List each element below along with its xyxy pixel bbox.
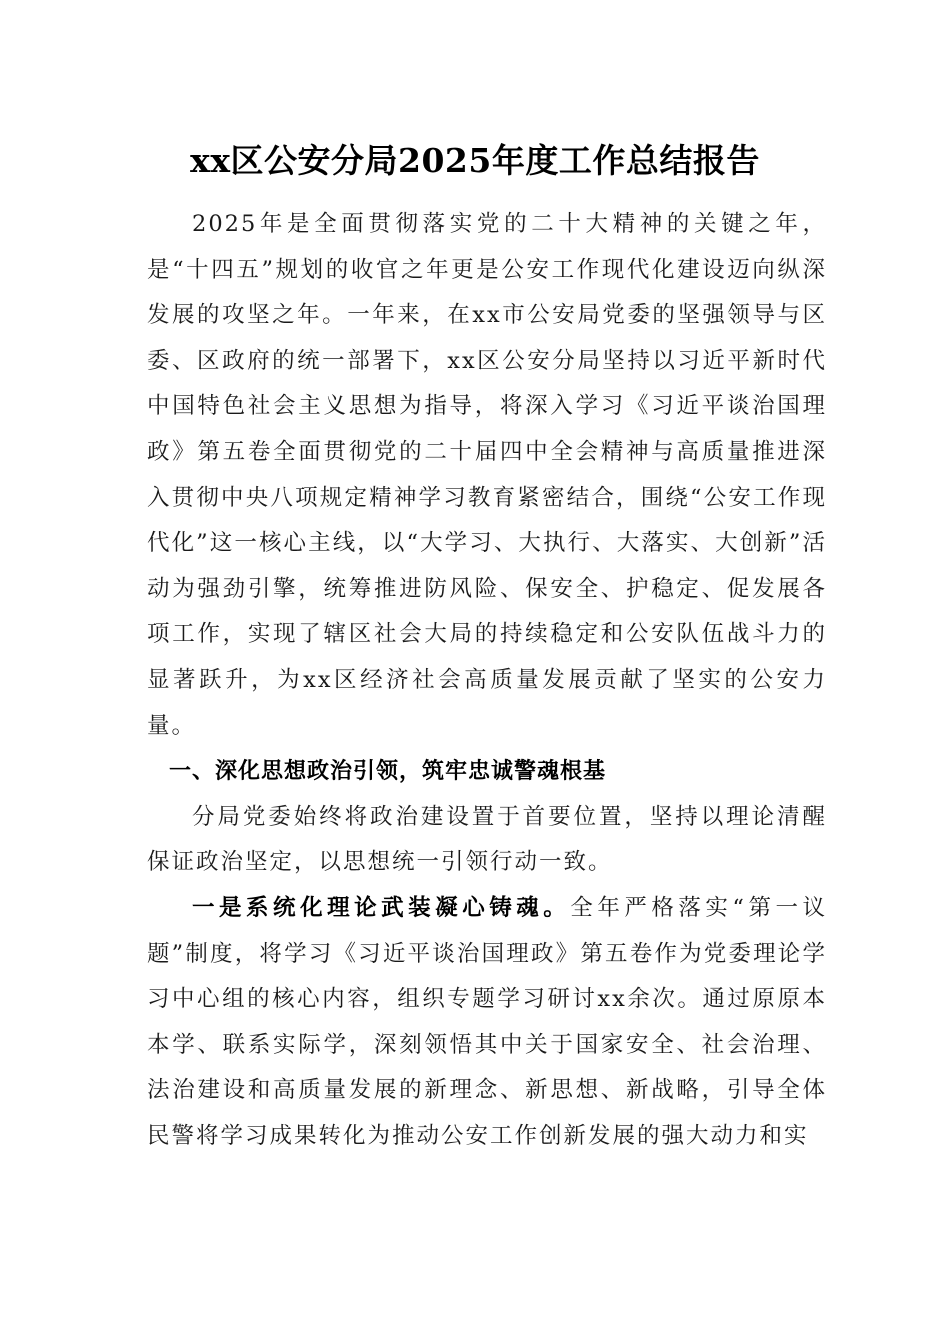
document-body	[147, 202, 827, 1159]
section-1-heading: 一、深化思想政治引领，筑牢忠诚警魂根基	[169, 759, 607, 785]
document-title: xx区公安分局2025年度工作总结报告	[190, 141, 760, 180]
section-1-point-1	[147, 886, 827, 1160]
intro-paragraph: 2025年是全面贯彻落实党的二十大精神的关键之年，是“十四五”规划的收官之年更是公安工作现代化建设迈向纵深发展的攻坚之年。一年来，在xx市公安局党委的坚强领导与区委、区政府的统一部署下，xx区公安分局坚持以习近平新时代中国特色社会主义思想为指导，将深入学习《习近平谈治国理政》第五卷全面贯彻党的二十届四中全会精神与高质量推进深入贯彻中央八项规定精神学习教育紧密结合，围绕“公安工作现代化”这一核心主线，以“大学习、大执行、大落实、大创新”活动为强劲引擎，统筹推进防风险、保安全、护稳定、促发展各项工作，实现了辖区社会大局的持续稳定和公安队伍战斗力的显著跃升，为xx区经济社会高质量发展贡献了坚实的公安力量。	[147, 211, 827, 739]
point-1-text: 全年严格落实“第一议题”制度，将学习《习近平谈治国理政》第五卷作为党委理论学习中心组的核心内容，组织专题学习研讨xx余次。通过原原本本学、联系实际学，深刻领悟其中关于国家安全、社会治理、法治建设和高质量发展的新理念、新思想、新战略，引导全体民警将学习成果转化为推动公安工作创新发展的强大动力和实	[147, 894, 827, 1149]
section-1-paragraph: 分局党委始终将政治建设置于首要位置，坚持以理论清醒保证政治坚定，以思想统一引领行动一致。	[147, 803, 827, 876]
point-1-lead: 一是系统化理论武装凝心铸魂。	[192, 894, 571, 921]
